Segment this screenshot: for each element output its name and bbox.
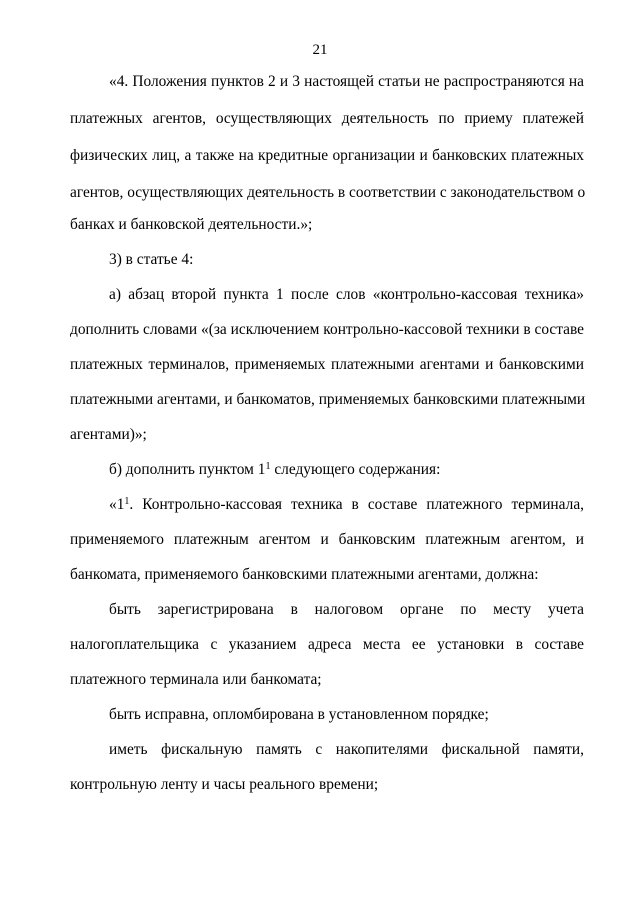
text-line-12-post: следующего содержания: xyxy=(270,461,441,478)
text-line-13 xyxy=(109,496,584,514)
text-line-9: платежных терминалов, применяемых платежными агентами и банковскими xyxy=(70,356,584,373)
text-line-18: платежного терминала или банкомата; xyxy=(70,671,322,688)
text-line-14: применяемого платежным агентом и банковским платежным агентом, и xyxy=(70,531,584,548)
text-line-11: агентами)»; xyxy=(70,426,147,443)
text-line-3: физических лиц, а также на кредитные организации и банковских платежных xyxy=(70,147,584,164)
text-line-19: быть исправна, опломбирована в установленном порядке; xyxy=(109,706,489,723)
text-line-10: платежными агентами, и банкоматов, применяемых банковскими платежными xyxy=(70,391,586,408)
text-line-17: налогоплательщика с указанием адреса места ее установки в составе xyxy=(70,636,584,653)
text-line-12-pre: б) дополнить пунктом 1 xyxy=(109,461,266,478)
text-line-16: быть зарегистрирована в налоговом органе по месту учета xyxy=(109,601,584,618)
text-line-20: иметь фискальную память с накопителями фискальной памяти, xyxy=(109,741,584,758)
text-line-6: 3) в статье 4: xyxy=(109,251,194,268)
text-line-13-pre: «1 xyxy=(109,496,125,513)
text-line-5: банках и банковской деятельности.»; xyxy=(70,216,313,233)
superscript: 1 xyxy=(124,496,130,507)
text-line-1: «4. Положения пунктов 2 и 3 настоящей статьи не распространяются на xyxy=(109,73,584,90)
text-line-12 xyxy=(109,461,584,479)
superscript: 1 xyxy=(265,461,271,472)
text-line-4: агентов, осуществляющих деятельность в соответствии с законодательством о xyxy=(70,184,586,201)
text-line-21: контрольную ленту и часы реального времени; xyxy=(70,776,379,793)
text-line-8: дополнить словами «(за исключением контрольно-кассовой техники в составе xyxy=(70,321,584,338)
page-number: 21 xyxy=(312,42,328,58)
text-line-2: платежных агентов, осуществляющих деятельность по приему платежей xyxy=(70,110,584,127)
text-line-15: банкомата, применяемого банковскими платежными агентами, должна: xyxy=(70,566,539,583)
text-line-7: а) абзац второй пункта 1 после слов «контрольно-кассовая техника» xyxy=(109,286,584,303)
text-line-13-post: . Контрольно-кассовая техника в составе платежного терминала, xyxy=(129,496,584,513)
